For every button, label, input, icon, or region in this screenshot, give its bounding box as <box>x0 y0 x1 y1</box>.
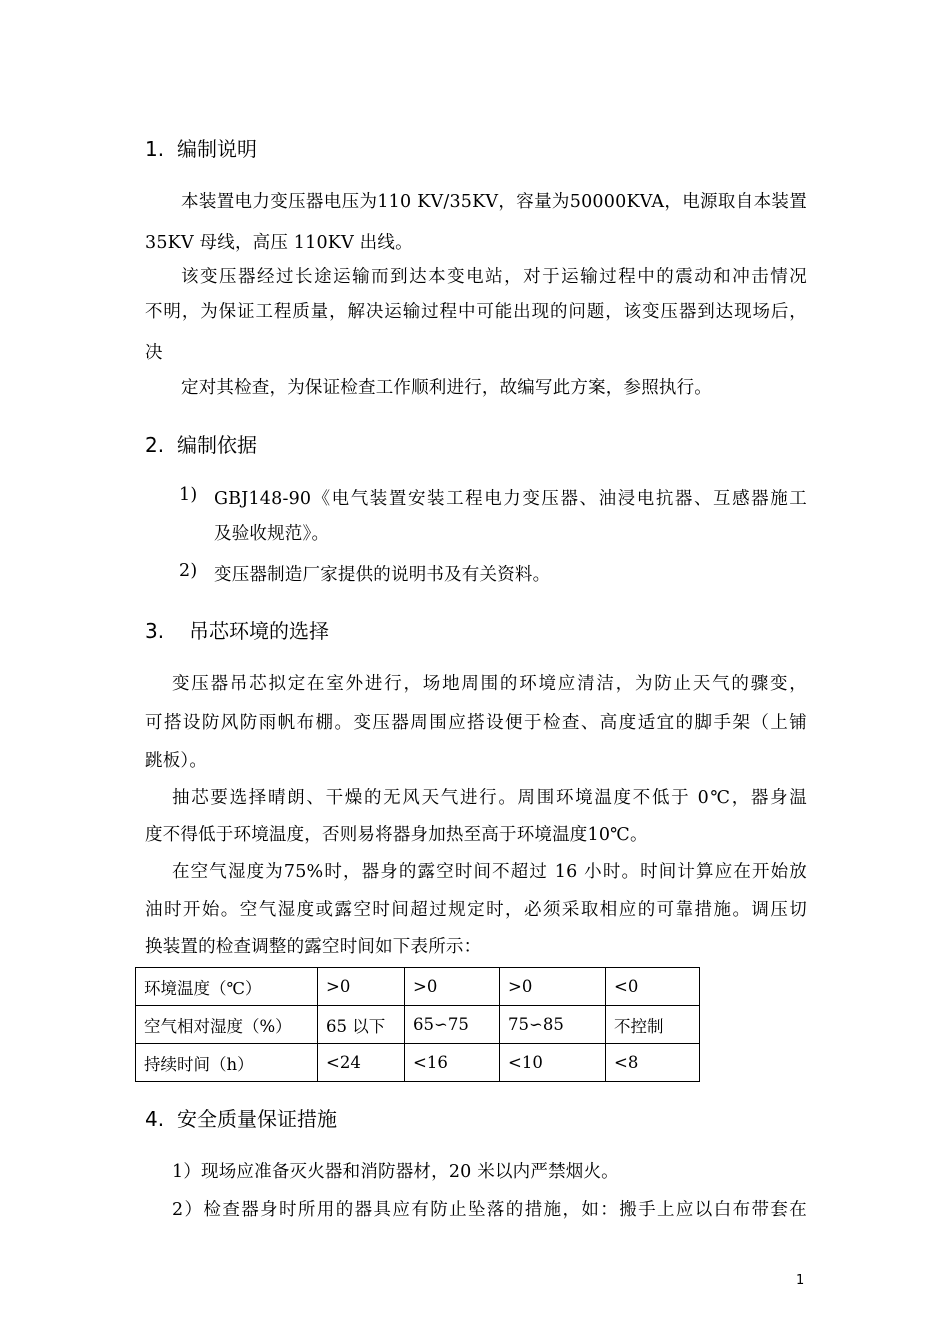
list-item-marker: 2) <box>179 561 198 581</box>
table-cell: 65 以下 <box>318 1006 405 1044</box>
section-number: 3. <box>145 619 165 643</box>
table-cell: >0 <box>405 968 500 1006</box>
table-row <box>136 1006 700 1044</box>
table-cell: 65∽75 <box>405 1006 500 1044</box>
section-number: 1. <box>145 137 165 161</box>
paragraph-line: 35KV 母线，高压 110KV 出线。 <box>145 233 413 253</box>
section-heading-2 <box>145 429 257 458</box>
paragraph-line: 2）检查器身时所用的器具应有防止坠落的措施，如：搬手上应以白布带套在 <box>172 1200 807 1220</box>
table-row <box>136 968 700 1006</box>
table-cell: <24 <box>318 1044 405 1082</box>
table-cell: 持续时间（h） <box>136 1044 318 1082</box>
table-cell: <8 <box>606 1044 700 1082</box>
paragraph-line: 油时开始。空气湿度或露空时间超过规定时，必须采取相应的可靠措施。调压切 <box>145 900 807 920</box>
section-title: 安全质量保证措施 <box>177 1107 337 1131</box>
exposure-time-table <box>135 967 700 1082</box>
paragraph-line: 不明，为保证工程质量，解决运输过程中可能出现的问题，该变压器到达现场后， <box>145 302 807 322</box>
section-number: 4. <box>145 1107 165 1131</box>
paragraph-line: 跳板）。 <box>145 751 208 771</box>
section-title: 编制说明 <box>177 137 257 161</box>
paragraph-line: 定对其检查，为保证检查工作顺利进行，故编写此方案，参照执行。 <box>181 378 712 398</box>
paragraph-line: 该变压器经过长途运输而到达本变电站，对于运输过程中的震动和冲击情况 <box>181 267 807 287</box>
paragraph-line: 抽芯要选择晴朗、干燥的无风天气进行。周围环境温度不低于 0℃，器身温 <box>172 788 807 808</box>
section-heading-4 <box>145 1103 337 1132</box>
list-item-marker: 1) <box>179 485 198 505</box>
section-title: 编制依据 <box>177 433 257 457</box>
section-number: 2. <box>145 433 165 457</box>
paragraph-line: 度不得低于环境温度，否则易将器身加热至高于环境温度10℃。 <box>145 825 648 845</box>
table-cell: <16 <box>405 1044 500 1082</box>
page-number: 1 <box>796 1273 805 1288</box>
table-row <box>136 1044 700 1082</box>
list-item-text: 变压器制造厂家提供的说明书及有关资料。 <box>214 565 551 585</box>
paragraph-line: 换装置的检查调整的露空时间如下表所示： <box>145 937 482 957</box>
paragraph-line: 可搭设防风防雨帆布棚。变压器周围应搭设便于检查、高度适宜的脚手架（上铺 <box>145 713 807 733</box>
paragraph-line: 决 <box>145 343 163 363</box>
section-heading-1 <box>145 133 257 162</box>
table-cell: >0 <box>500 968 606 1006</box>
list-item-text: 及验收规范》。 <box>214 524 330 544</box>
table-cell: <10 <box>500 1044 606 1082</box>
section-title: 吊芯环境的选择 <box>189 619 329 643</box>
paragraph-line: 本装置电力变压器电压为110 KV/35KV，容量为50000KVA，电源取自本装置 <box>181 192 807 212</box>
section-heading-3 <box>145 615 329 644</box>
table-cell: 不控制 <box>606 1006 700 1044</box>
table-cell: 环境温度（℃） <box>136 968 318 1006</box>
table-cell: 空气相对湿度（%） <box>136 1006 318 1044</box>
table-cell: <0 <box>606 968 700 1006</box>
table-cell: >0 <box>318 968 405 1006</box>
paragraph-line: 在空气湿度为75%时，器身的露空时间不超过 16 小时。时间计算应在开始放 <box>172 862 807 882</box>
table-cell: 75∽85 <box>500 1006 606 1044</box>
paragraph-line: 1）现场应准备灭火器和消防器材，20 米以内严禁烟火。 <box>172 1162 619 1182</box>
paragraph-line: 变压器吊芯拟定在室外进行，场地周围的环境应清洁，为防止天气的骤变， <box>172 674 807 694</box>
list-item-text: GBJ148-90《电气装置安装工程电力变压器、油浸电抗器、互感器施工 <box>214 489 807 509</box>
